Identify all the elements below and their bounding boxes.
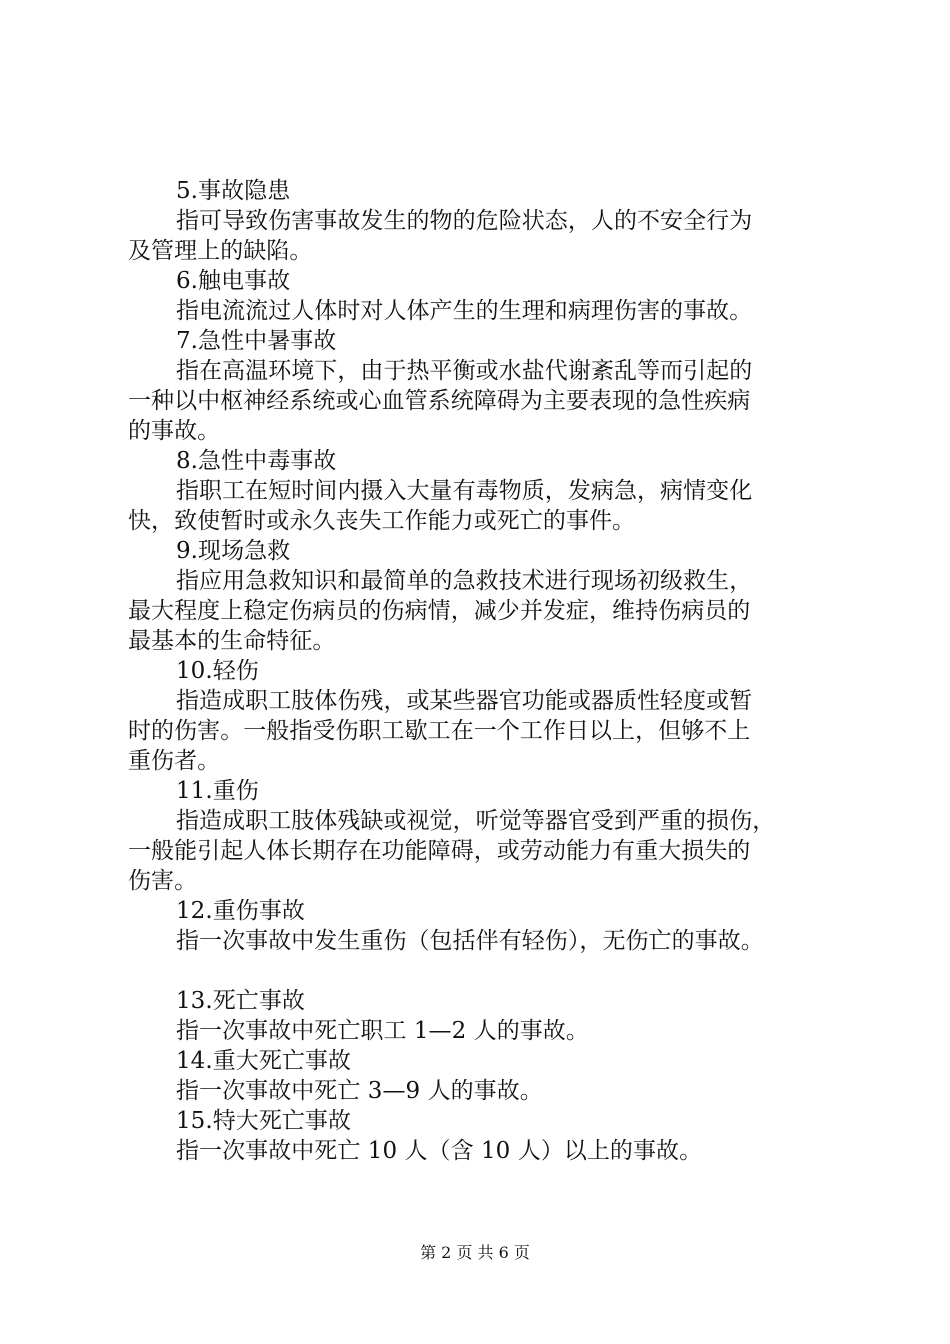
section-heading: 13.死亡事故 xyxy=(176,988,305,1014)
paragraph-line: 的事故。 xyxy=(128,418,221,444)
section-heading: 8.急性中毒事故 xyxy=(176,448,337,474)
section-9 xyxy=(128,536,840,656)
paragraph-line: 指可导致伤害事故发生的物的危险状态，人的不安全行为 xyxy=(176,208,753,234)
paragraph-line: 一种以中枢神经系统或心血管系统障碍为主要表现的急性疾病 xyxy=(128,388,751,414)
section-heading: 9.现场急救 xyxy=(176,538,291,564)
paragraph-line: 指职工在短时间内摄入大量有毒物质，发病急，病情变化 xyxy=(176,478,753,504)
section-heading: 12.重伤事故 xyxy=(176,898,305,924)
section-12 xyxy=(128,896,840,956)
section-heading: 15.特大死亡事故 xyxy=(176,1108,352,1134)
paragraph-line: 重伤者。 xyxy=(128,748,221,774)
section-heading: 11.重伤 xyxy=(176,778,259,804)
section-7 xyxy=(128,326,840,446)
section-8 xyxy=(128,446,840,536)
paragraph-line: 指一次事故中发生重伤（包括伴有轻伤），无伤亡的事故。 xyxy=(176,928,764,954)
section-heading: 10.轻伤 xyxy=(176,658,259,684)
paragraph-line: 指应用急救知识和最简单的急救技术进行现场初级救生， xyxy=(176,568,753,594)
section-heading: 6.触电事故 xyxy=(176,268,291,294)
paragraph-line: 快，致使暂时或永久丧失工作能力或死亡的事件。 xyxy=(128,508,636,534)
document-body xyxy=(128,176,840,1166)
section-10 xyxy=(128,656,840,776)
paragraph-line: 指一次事故中死亡 10 人（含 10 人）以上的事故。 xyxy=(176,1138,703,1164)
paragraph-line: 指一次事故中死亡 3—9 人的事故。 xyxy=(176,1078,543,1104)
section-11 xyxy=(128,776,840,896)
section-14 xyxy=(128,1046,840,1106)
paragraph-line: 指造成职工肢体残缺或视觉，听觉等器官受到严重的损伤， xyxy=(176,808,776,834)
section-heading: 14.重大死亡事故 xyxy=(176,1048,352,1074)
paragraph-line: 指一次事故中死亡职工 1—2 人的事故。 xyxy=(176,1018,589,1044)
page-footer: 第 2 页 共 6 页 xyxy=(420,1243,530,1262)
section-heading: 7.急性中暑事故 xyxy=(176,328,337,354)
section-heading: 5.事故隐患 xyxy=(176,178,291,204)
section-15 xyxy=(128,1106,840,1166)
paragraph-line: 指在高温环境下，由于热平衡或水盐代谢紊乱等而引起的 xyxy=(176,358,753,384)
paragraph-line: 最基本的生命特征。 xyxy=(128,628,336,654)
blank-line xyxy=(128,956,840,986)
paragraph-line: 及管理上的缺陷。 xyxy=(128,238,313,264)
section-13 xyxy=(128,986,840,1046)
paragraph-line: 指造成职工肢体伤残，或某些器官功能或器质性轻度或暂 xyxy=(176,688,753,714)
paragraph-line: 时的伤害。一般指受伤职工歇工在一个工作日以上，但够不上 xyxy=(128,718,751,744)
paragraph-line: 一般能引起人体长期存在功能障碍，或劳动能力有重大损失的 xyxy=(128,838,751,864)
section-5 xyxy=(128,176,840,266)
section-6 xyxy=(128,266,840,326)
paragraph-line: 最大程度上稳定伤病员的伤病情，减少并发症，维持伤病员的 xyxy=(128,598,751,624)
paragraph-line: 指电流流过人体时对人体产生的生理和病理伤害的事故。 xyxy=(176,298,753,324)
paragraph-line: 伤害。 xyxy=(128,868,198,894)
